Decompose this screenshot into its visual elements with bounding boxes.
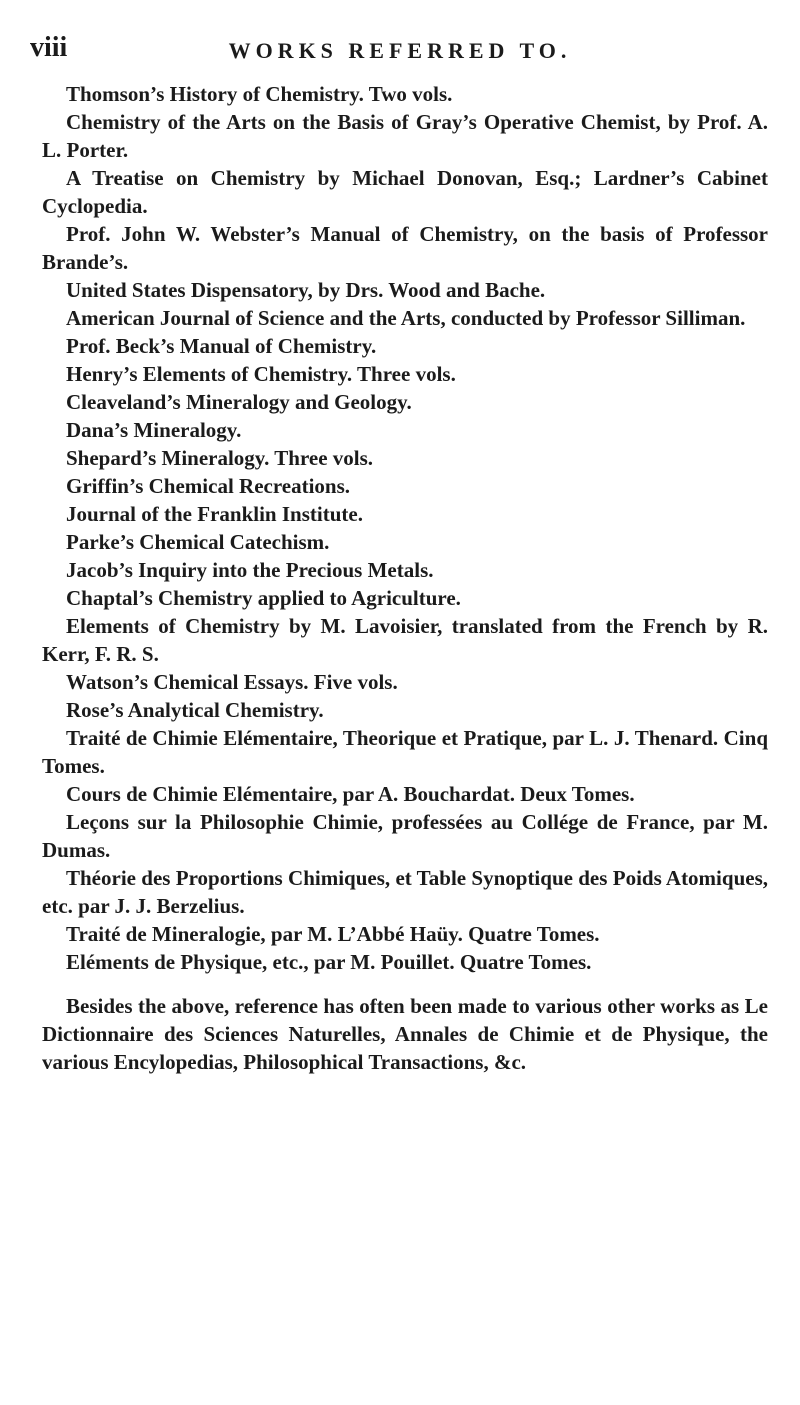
reference-entry: Traité de Mineralogie, par M. L’Abbé Haüy. Quatre Tomes.: [66, 922, 600, 946]
reference-entry: Thomson’s History of Chemistry. Two vols.: [66, 82, 453, 106]
reference-entry: Chaptal’s Chemistry applied to Agriculture.: [66, 586, 461, 610]
reference-entry: Elements of Chemistry by M. Lavoisier, translated from the French by R. Kerr, F. R. S.: [42, 614, 768, 666]
reference-entry: Shepard’s Mineralogy. Three vols.: [66, 446, 374, 470]
reference-entry: Griffin’s Chemical Recreations.: [66, 474, 351, 498]
reference-entry: Leçons sur la Philosophie Chimie, professées au Collége de France, par M. Dumas.: [42, 810, 768, 862]
reference-entry: Watson’s Chemical Essays. Five vols.: [66, 670, 398, 694]
reference-entry: American Journal of Science and the Arts, conducted by Professor Silliman.: [66, 306, 746, 330]
reference-entry: Prof. John W. Webster’s Manual of Chemistry, on the basis of Professor Brande’s.: [42, 222, 768, 274]
reference-entry: Prof. Beck’s Manual of Chemistry.: [66, 334, 377, 358]
reference-entry: A Treatise on Chemistry by Michael Donovan, Esq.; Lardner’s Cabinet Cyclopedia.: [42, 166, 768, 218]
closing-note: Besides the above, reference has often been made to various other works as Le Dictionnaire des Sciences Naturelles, Annales de Chimie et de Physique, the various Encylopedias, Philosophical Transactions, &c.: [42, 994, 768, 1074]
page-number: viii: [30, 32, 68, 63]
works-list: [42, 80, 768, 1076]
reference-entry: Traité de Chimie Elémentaire, Theorique et Pratique, par L. J. Thenard. Cinq Tomes.: [42, 726, 768, 778]
reference-entry: Dana’s Mineralogy.: [66, 418, 242, 442]
reference-entry: Jacob’s Inquiry into the Precious Metals.: [66, 558, 434, 582]
reference-entry: Théorie des Proportions Chimiques, et Table Synoptique des Poids Atomiques, etc. par J. J. Berzelius.: [42, 866, 768, 918]
page-header: [0, 26, 800, 66]
reference-entry: Cours de Chimie Elémentaire, par A. Bouchardat. Deux Tomes.: [66, 782, 635, 806]
reference-entry: United States Dispensatory, by Drs. Wood and Bache.: [66, 278, 546, 302]
reference-entry: Eléments de Physique, etc., par M. Pouillet. Quatre Tomes.: [66, 950, 592, 974]
reference-entry: Parke’s Chemical Catechism.: [66, 530, 330, 554]
reference-entry: Henry’s Elements of Chemistry. Three vols.: [66, 362, 456, 386]
reference-entry: Chemistry of the Arts on the Basis of Gray’s Operative Chemist, by Prof. A. L. Porter.: [42, 110, 768, 162]
reference-entry: Journal of the Franklin Institute.: [66, 502, 363, 526]
running-head: WORKS REFERRED TO.: [228, 38, 572, 63]
reference-entry: Rose’s Analytical Chemistry.: [66, 698, 324, 722]
reference-entry: Cleaveland’s Mineralogy and Geology.: [66, 390, 412, 414]
